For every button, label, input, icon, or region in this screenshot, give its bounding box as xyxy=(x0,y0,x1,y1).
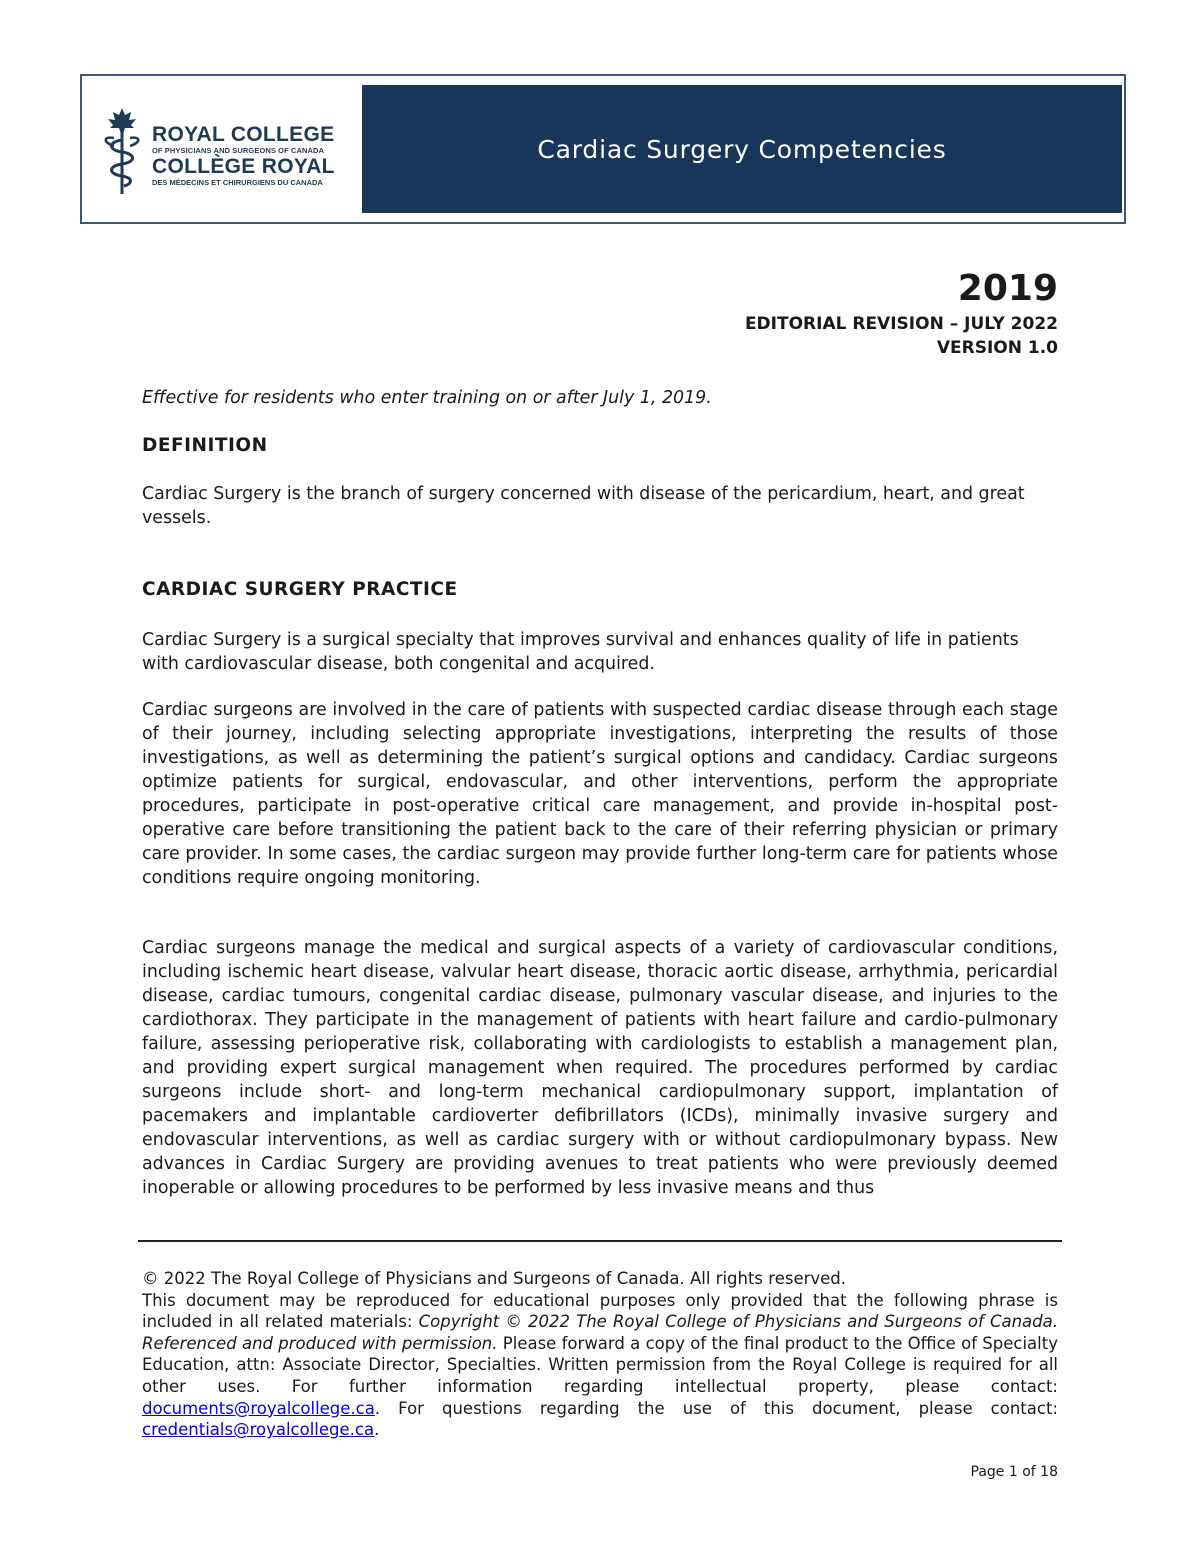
footnote-divider xyxy=(138,1240,1062,1242)
logo-wordmark xyxy=(152,124,335,188)
permission-text-4: . xyxy=(374,1420,380,1440)
effective-note: Effective for residents who enter training on or after July 1, 2019. xyxy=(142,388,712,408)
title-banner xyxy=(362,85,1122,213)
caduceus-maple-leaf-icon xyxy=(100,106,144,196)
permission-text-2: Please forward a copy of the final product to the Office of Specialty Education, attn: Associate Director, Specialties. Written permission from the Royal College is required for all other uses. For further information regarding intellectual property, please contact: xyxy=(142,1333,1058,1396)
document-title: Cardiac Surgery Competencies xyxy=(537,134,947,164)
definition-heading: DEFINITION xyxy=(142,435,268,456)
logo-line-4: DES MÉDECINS ET CHIRURGIENS DU CANADA xyxy=(152,178,323,187)
required-phrase: Copyright © 2022 The Royal College of Physicians and Surgeons of Canada. Referenced and produced with permission. xyxy=(142,1312,1058,1353)
copyright-footnote xyxy=(142,1268,1058,1441)
definition-text: Cardiac Surgery is the branch of surgery concerned with disease of the pericardium, heart, and great vessels. xyxy=(142,484,1025,528)
practice-paragraph-3: Cardiac surgeons manage the medical and surgical aspects of a variety of cardiovascular conditions, including ischemic heart disease, valvular heart disease, thoracic aortic disease, arrhythmia, pericardial disease, cardiac tumours, congenital cardiac disease, pulmonary vascular disease, and injuries to the cardiothorax. They participate in the management of patients with heart failure and cardio-pulmonary failure, assessing perioperative risk, collaborating with cardiologists to establish a management plan, and providing expert surgical management when required. The procedures performed by cardiac surgeons include short- and long-term mechanical cardiopulmonary support, implantation of pacemakers and implantable cardioverter defibrillators (ICDs), minimally invasive surgery and endovascular interventions, as well as cardiac surgery with or without cardiopulmonary bypass. New advances in Cardiac Surgery are providing avenues to treat patients who were previously deemed inoperable or allowing procedures to be performed by less invasive means and thus xyxy=(142,938,1058,1198)
editorial-revision: EDITORIAL REVISION – JULY 2022 xyxy=(744,314,1058,334)
copyright-line: © 2022 The Royal College of Physicians and Surgeons of Canada. All rights reserved. xyxy=(142,1269,847,1288)
practice-paragraph-1: Cardiac Surgery is a surgical specialty that improves survival and enhances quality of life in patients with cardiovascular disease, both congenital and acquired. xyxy=(142,630,1019,674)
logo-line-1: ROYAL COLLEGE xyxy=(152,123,335,146)
page-number: Page 1 of 18 xyxy=(970,1464,1058,1480)
practice-paragraph-2: Cardiac surgeons are involved in the care of patients with suspected cardiac disease through each stage of their journey, including selecting appropriate investigations, interpreting the results of those investigations, as well as determining the patient’s surgical options and candidacy. Cardiac surgeons optimize patients for surgical, endovascular, and other interventions, perform the appropriate procedures, participate in post-operative critical care management, and provide in-hospital post-operative care before transitioning the patient back to the care of their referring physician or primary care provider. In some cases, the cardiac surgeon may provide further long-term care for patients whose conditions require ongoing monitoring. xyxy=(142,700,1058,888)
permission-text xyxy=(142,1290,1058,1441)
royal-college-logo xyxy=(100,106,360,196)
logo-line-3: COLLÈGE ROYAL xyxy=(152,155,335,178)
documents-email-link[interactable]: documents@royalcollege.ca xyxy=(142,1398,375,1418)
permission-text-3: . For questions regarding the use of this document, please contact: xyxy=(374,1398,1058,1418)
permission-text-1: This document may be reproduced for educational purposes only provided that the following phrase is included in all related materials: xyxy=(142,1290,1058,1332)
logo-line-2: OF PHYSICIANS AND SURGEONS OF CANADA xyxy=(152,146,325,155)
year: 2019 xyxy=(957,268,1058,309)
credentials-email-link[interactable]: credentials@royalcollege.ca xyxy=(142,1420,375,1440)
version: VERSION 1.0 xyxy=(936,338,1058,358)
practice-heading: CARDIAC SURGERY PRACTICE xyxy=(142,579,458,600)
document-header xyxy=(80,74,1126,224)
